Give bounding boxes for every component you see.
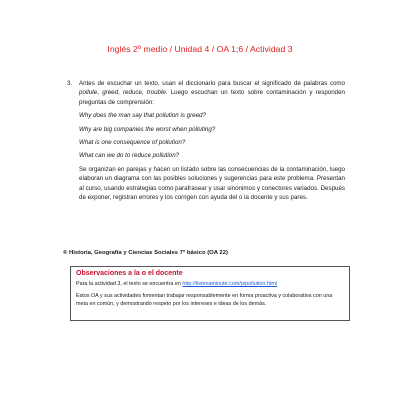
vocab-word: greed (102, 89, 119, 97)
intro-text-1: Antes de escuchar un texto, usan el diccionario para buscar el significado de palabras como (79, 80, 345, 87)
intro-text-2: . Luego escuchan un texto sobre contaminación y responden preguntas de comprensión: (79, 89, 345, 106)
activity-body (79, 79, 345, 202)
activity-intro (79, 79, 345, 107)
activity-3 (67, 79, 345, 202)
vocab-word: pollute (79, 89, 98, 97)
page-title: Inglés 2º medio / Unidad 4 / OA 1;6 / Actividad 3 (107, 44, 293, 54)
separator: , (118, 89, 123, 97)
observations-paragraph-2: Estos OA y sus actividades fomentan trabajar responsablemente en forma proactiva y colaborativa con una meta en común, y demostrando respeto por los intereses e ideas de los demás. (76, 292, 333, 307)
separator: , (97, 89, 103, 97)
separator: , (141, 89, 147, 97)
comprehension-question: What can we do to reduce pollution? (79, 152, 180, 160)
activity-number: 3. (67, 80, 73, 87)
vocab-word: reduce (122, 89, 142, 97)
vocab-word: trouble (146, 89, 166, 97)
comprehension-question: Why are big companies the worst when polluting? (79, 125, 216, 133)
observations-text: Para la actividad 3, el texto se encuentra en (76, 281, 183, 287)
comprehension-question: Why does the man say that pollution is greed? (79, 112, 206, 120)
teacher-observations-box (70, 266, 350, 321)
activity-paragraph-2: Se organizan en parejas y hacen un listado sobre las consecuencias de la contaminación, luego elaboran un diagrama con las posibles soluciones y sugerencias para este problema. Presentan al curso, usando estrategias como parafrasear y usar sinónimos y conectores variados. Después de exponer, registran errores y los corrigen con ayuda del o la docente y sus pares. (79, 165, 345, 202)
observations-line-1 (76, 281, 344, 289)
comprehension-question: What is one consequence of pollution? (79, 139, 186, 147)
cross-subject-reference: ® Historia, Geografía y Ciencias Sociales 7° básico (OA 22) (63, 250, 228, 256)
observations-title: Observaciones a la o el docente (76, 270, 183, 277)
pollution-text-link[interactable]: http://listenaminute.com/p/pollution.html (182, 281, 278, 287)
